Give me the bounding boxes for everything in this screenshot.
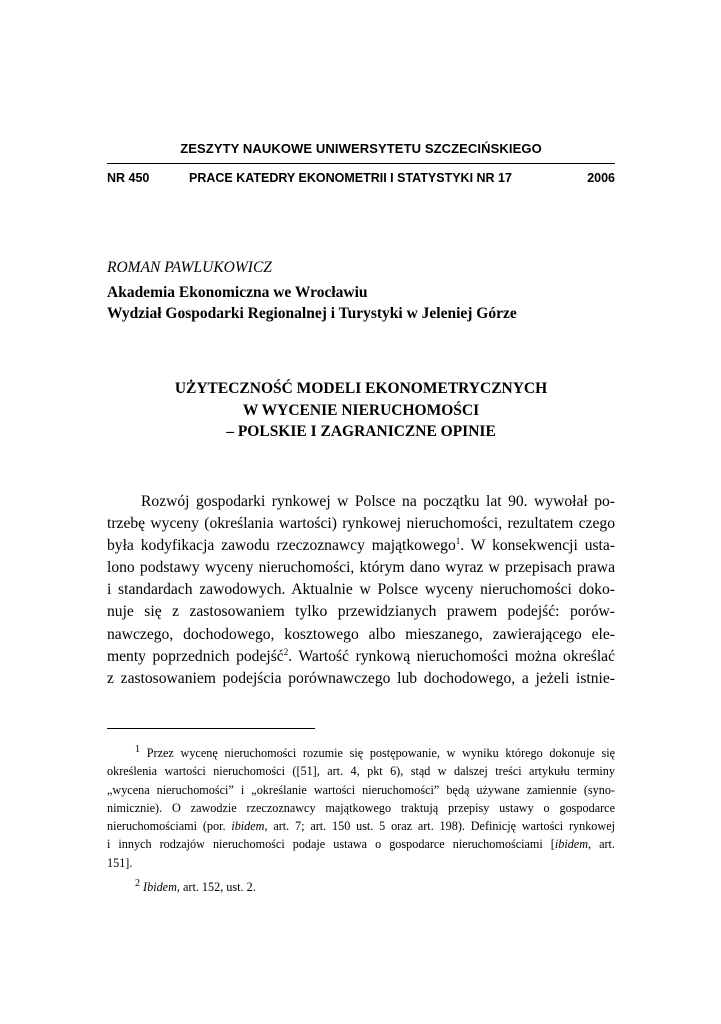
paper-title [107,378,615,443]
body-text-segment: menty poprzednich podejść [107,647,284,665]
body-line [107,646,615,668]
journal-title: ZESZYTY NAUKOWE UNIWERSYTETU SZCZECIŃSKIEGO [180,141,542,156]
footnote-line: „wycena nieruchomości” i „określanie wartości nieruchomości” będą używane zamiennie (syno- [107,782,615,797]
footnote-line [107,835,615,853]
footnote-line: określenia wartości nieruchomości ([51], art. 4, pkt 6), stąd w dalszej treści artykułu terminy [107,764,615,779]
footnote-1 [107,744,615,872]
body-line: lono podstawy wyceny nieruchomości, którym dano wyraz w przepisach prawa [107,559,615,577]
author-affiliation-faculty: Wydział Gospodarki Regionalnej i Turystyki w Jeleniej Górze [107,305,517,322]
body-text-segment: . Wartość rynkową nieruchomości można określać [288,647,615,665]
body-line [107,535,615,557]
header-divider [107,163,615,164]
footnote-text: , art. 7; art. 150 ust. 5 oraz art. 198). Definicję wartości rynkowej [264,819,615,834]
paper-title-line: – POLSKIE I ZAGRANICZNE OPINIE [226,423,496,440]
publication-year: 2006 [587,171,615,185]
footnote-text: , art. [588,837,615,852]
body-text-segment: . W konsekwencji usta- [460,537,616,555]
footnote-line [107,744,615,762]
body-line: nawczego, dochodowego, kosztowego albo mieszanego, zawierającego ele- [107,625,615,643]
footnote-line [107,817,615,835]
footnote-line [107,878,615,896]
footnote-marker: 1 [135,743,140,755]
footnote-text: nieruchomościami (por. [107,819,232,834]
footnote-line: nimicznie). O zawodzie rzeczoznawcy majątkowego traktują przepisy ustawy o gospodarce [107,800,615,815]
body-line: Rozwój gospodarki rynkowej w Polsce na początku lat 90. wywołał po- [141,493,615,510]
body-line: nuje się z zastosowaniem tylko przewidzianych prawem podejść: porów- [107,603,615,621]
issue-header [107,171,615,187]
body-line: i standardach zawodowych. Aktualnie w Polsce wyceny nieruchomości doko- [107,581,615,599]
footnote-reference[interactable]: 1 [455,536,461,546]
footnote-italic: ibidem [554,837,589,852]
footnote-text: i innych rodzajów nieruchomości podaje ustawa o gospodarce nieruchomościami [ [107,837,555,852]
body-paragraph [107,491,615,690]
footnote-2 [107,878,615,896]
author-affiliation-university: Akademia Ekonomiczna we Wrocławiu [107,284,368,301]
footnote-separator [107,728,315,729]
footnote-italic: ibidem [231,819,265,834]
paper-title-line: UŻYTECZNOŚĆ MODELI EKONOMETRYCZNYCH [174,380,548,397]
paper-title-line: W WYCENIE NIERUCHOMOŚCI [242,401,480,419]
footnotes [107,744,615,896]
author-name: ROMAN PAWLUKOWICZ [107,259,272,276]
body-text-segment: była kodyfikacja zawodu rzeczoznawcy majątkowego [107,537,456,555]
footnote-italic: Ibidem [143,880,177,895]
footnote-marker: 2 [135,878,140,890]
issue-number: NR 450 [107,171,150,185]
footnote-text: , art. 152, ust. 2. [176,880,256,895]
footnote-line: 151]. [107,855,133,870]
body-line: z zastosowaniem podejścia porównawczego lub dochodowego, a jeżeli istnie- [107,669,615,687]
footnote-reference[interactable]: 2 [283,646,289,657]
footnote-text: Przez wycenę nieruchomości rozumie się postępowanie, w wyniku którego dokonuje się [146,746,616,760]
series-title: PRACE KATEDRY EKONOMETRII I STATYSTYKI NR 17 [189,171,512,185]
body-line: trzebę wyceny (określania wartości) rynkowej nieruchomości, rezultatem czego [107,515,615,533]
